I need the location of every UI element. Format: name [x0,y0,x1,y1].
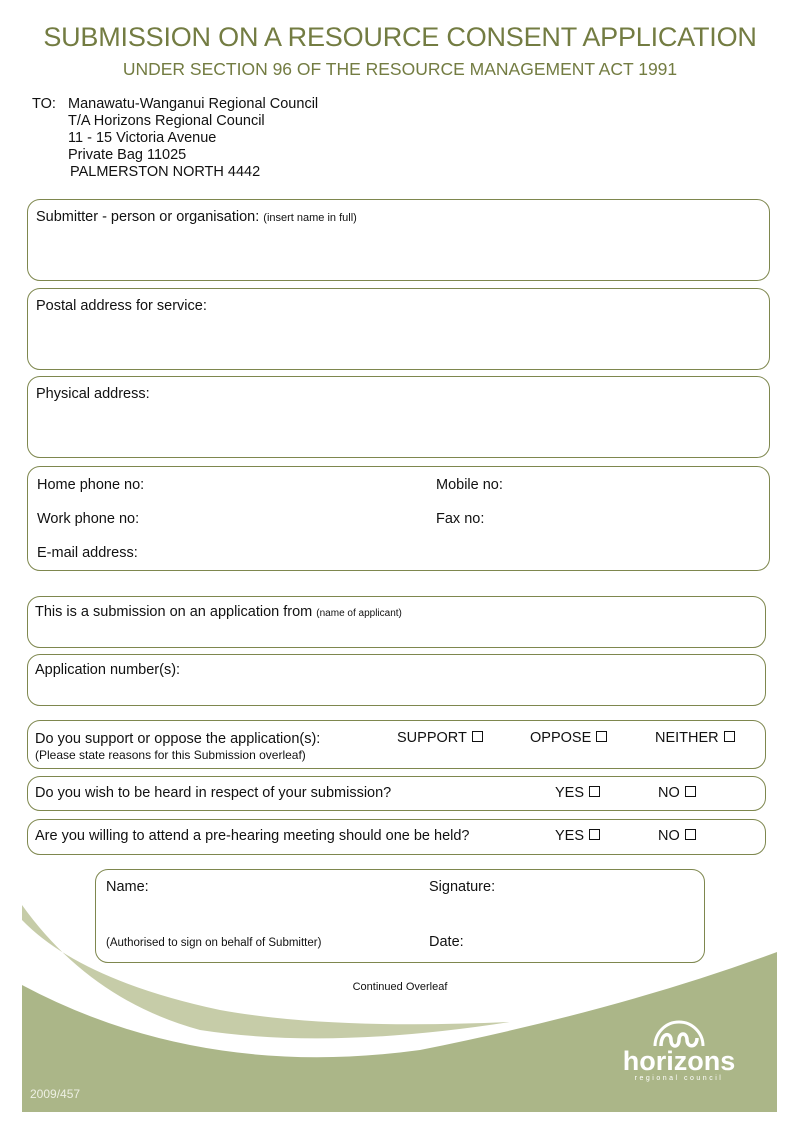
prehearing-question: Are you willing to attend a pre-hearing meeting should one be held? [35,828,470,844]
neither-option-label: NEITHER [655,730,719,746]
support-question: Do you support or oppose the application(s): [35,731,321,747]
oppose-option-label: OPPOSE [530,730,592,746]
yes-label: YES [555,828,585,844]
oppose-checkbox[interactable] [596,731,607,742]
postal-address-label: Postal address for service: [36,298,207,314]
applicant-label: This is a submission on an application from [35,604,313,620]
page-title: SUBMISSION ON A RESOURCE CONSENT APPLICATION [43,22,757,52]
contact-details-box [27,466,770,571]
heard-no-checkbox[interactable] [685,786,696,797]
prehearing-yes-checkbox[interactable] [589,829,600,840]
authorised-note: (Authorised to sign on behalf of Submitter) [106,937,322,949]
postal-address-field[interactable] [27,288,770,370]
yes-label: YES [555,785,585,801]
applicant-note: (name of applicant) [316,608,402,619]
no-label: NO [658,828,680,844]
oppose-option[interactable] [530,730,607,746]
home-phone-label[interactable]: Home phone no: [37,477,145,493]
logo-subtext: regional council [634,1075,724,1082]
submitter-label: Submitter - person or organisation: [36,209,260,225]
address-line: T/A Horizons Regional Council [68,113,265,129]
prehearing-yes-option[interactable] [555,828,600,844]
submitter-note: (insert name in full) [263,212,357,224]
support-checkbox[interactable] [472,731,483,742]
neither-option[interactable] [655,730,735,746]
support-question-box [27,720,766,769]
heard-no-option[interactable] [658,785,696,801]
submitter-field[interactable] [27,199,770,281]
no-label: NO [658,785,680,801]
prehearing-question-box [27,819,766,855]
prehearing-no-option[interactable] [658,828,696,844]
email-label[interactable]: E-mail address: [37,545,138,561]
address-line: Private Bag 11025 [68,147,187,163]
recipient-address [68,96,318,181]
neither-checkbox[interactable] [724,731,735,742]
page-subtitle: UNDER SECTION 96 OF THE RESOURCE MANAGEMENT ACT 1991 [122,59,678,79]
applicant-field[interactable] [27,596,766,648]
date-label[interactable]: Date: [429,934,464,950]
address-line: 11 - 15 Victoria Avenue [68,130,217,146]
physical-address-label: Physical address: [36,386,150,402]
heard-question: Do you wish to be heard in respect of your submission? [35,785,392,801]
fax-label[interactable]: Fax no: [436,511,485,527]
form-number: 2009/457 [30,1087,81,1101]
heard-yes-option[interactable] [555,785,600,801]
physical-address-field[interactable] [27,376,770,458]
heard-yes-checkbox[interactable] [589,786,600,797]
address-line: Manawatu-Wanganui Regional Council [68,96,319,112]
name-label[interactable]: Name: [106,879,149,895]
application-number-label: Application number(s): [35,662,181,678]
prehearing-no-checkbox[interactable] [685,829,696,840]
horizons-logo [616,1016,742,1082]
horizons-logo-icon [649,1016,709,1048]
support-note: (Please state reasons for this Submission overleaf) [35,748,306,762]
mobile-label[interactable]: Mobile no: [436,477,503,493]
application-number-field[interactable] [27,654,766,706]
to-label: TO: [32,96,56,112]
signature-box [95,869,705,963]
support-option[interactable] [397,730,483,746]
support-option-label: SUPPORT [397,730,467,746]
signature-label[interactable]: Signature: [429,879,496,895]
heard-question-box [27,776,766,811]
continued-overleaf: Continued Overleaf [352,981,448,993]
work-phone-label[interactable]: Work phone no: [37,511,140,527]
logo-text: horizons [622,1046,736,1076]
address-line: PALMERSTON NORTH 4442 [70,164,261,180]
